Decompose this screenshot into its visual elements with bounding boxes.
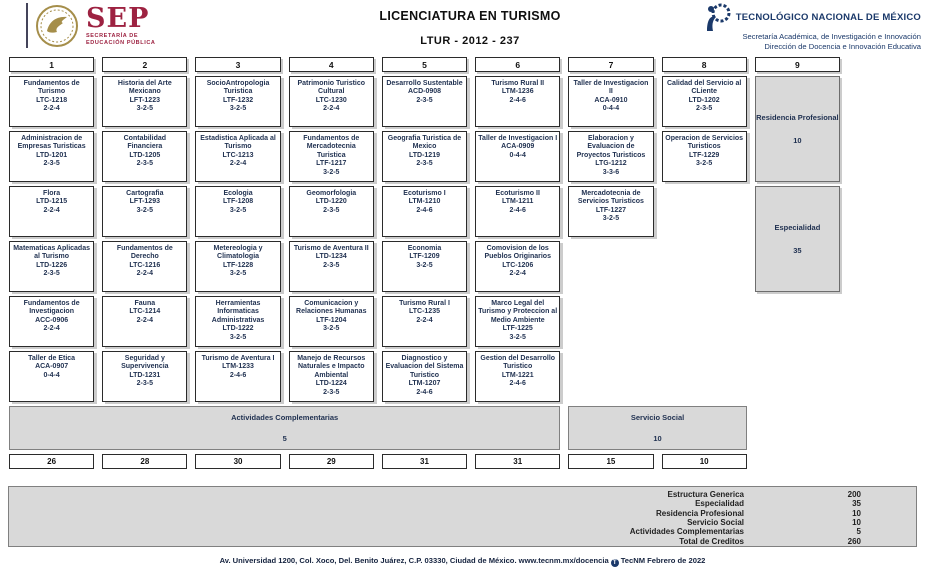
course-hours: 2-2-4 (229, 160, 247, 168)
course-cell (9, 186, 94, 237)
course-name: Ecoturismo I (403, 190, 446, 197)
course-name: Metereologia y Climatologia (213, 245, 263, 261)
special-block-label: Especialidad (774, 223, 821, 232)
semester-credit-total: 29 (289, 454, 374, 469)
course-hours: 3-2-5 (229, 206, 247, 214)
course-code: ACA-0907 (35, 363, 69, 371)
course-cell (9, 241, 94, 292)
sep-eagle-seal-icon (35, 4, 79, 48)
summary-value: 5 (856, 527, 861, 537)
course-hours: 2-3-5 (323, 261, 340, 269)
course-name: Operacion de Servicios Turisticos (665, 135, 744, 151)
summary-label: Actividades Complementarias (629, 527, 744, 537)
tecnm-subtitle-line2: Dirección de Docencia e Innovación Educativa (764, 42, 921, 52)
course-name: Fundamentos de Derecho (116, 245, 173, 261)
course-hours: 2-2-4 (43, 325, 60, 333)
course-name: Herramientas Informaticas Administrativas (211, 300, 265, 324)
course-cell (102, 131, 187, 182)
course-hours: 3-2-5 (416, 261, 433, 269)
course-cell (382, 351, 467, 402)
credit-band (568, 406, 746, 450)
course-code: LTD-1215 (36, 198, 68, 206)
credit-band-label: Servicio Social (630, 413, 685, 422)
course-cell (475, 76, 560, 127)
summary-value: 10 (852, 518, 861, 528)
summary-value: 10 (852, 508, 861, 518)
course-name: Patrimonio Turistico Cultural (297, 80, 366, 96)
course-cell (9, 351, 94, 402)
course-hours: 3-2-5 (323, 325, 340, 333)
course-name: Gestion del Desarrollo Turistico (480, 355, 556, 371)
course-cell (289, 296, 374, 347)
tecnm-footer-logo-icon: T (611, 559, 619, 567)
summary-value: 35 (852, 499, 861, 509)
course-name: Administracion de Empresas Turisticas (17, 135, 86, 151)
course-code: LTF-1225 (502, 325, 533, 333)
course-name: Cartografia (126, 190, 164, 197)
course-cell (382, 76, 467, 127)
course-code: LTD-1219 (408, 151, 440, 159)
summary-label: Residencia Profesional (655, 508, 744, 518)
course-cell (475, 296, 560, 347)
course-cell (568, 76, 653, 127)
summary-label: Estructura Generica (667, 490, 744, 500)
course-cell (102, 296, 187, 347)
semester-number-box: 6 (475, 57, 560, 72)
course-name: Calidad del Servicio al CLiente (667, 80, 742, 96)
semester-credit-total: 30 (195, 454, 280, 469)
course-hours: 3-2-5 (136, 206, 153, 214)
summary-row (9, 518, 916, 527)
course-hours: 3-2-5 (509, 333, 526, 341)
course-code: LTF-1228 (222, 261, 254, 269)
course-hours: 2-2-4 (43, 105, 60, 113)
course-cell (382, 241, 467, 292)
tecnm-header (702, 2, 921, 53)
course-hours: 2-4-6 (416, 388, 433, 396)
semester-credit-total: 26 (9, 454, 94, 469)
course-hours: 0-4-4 (602, 105, 620, 113)
course-hours: 0-4-4 (509, 151, 526, 159)
course-code: LTD-1231 (129, 371, 161, 379)
course-cell (289, 186, 374, 237)
course-name: SocioAntropologia Turistica (206, 80, 270, 96)
course-hours: 3-2-5 (602, 215, 620, 223)
course-code: LTC-1230 (315, 96, 347, 104)
course-hours: 3-2-5 (136, 105, 153, 113)
course-hours: 3-2-5 (695, 160, 713, 168)
course-cell (9, 296, 94, 347)
credit-band-credits: 5 (282, 434, 287, 443)
summary-row (9, 536, 916, 545)
curriculum-grid (9, 57, 840, 469)
tecnm-name: TECNOLÓGICO NACIONAL DE MÉXICO (735, 11, 921, 23)
program-code: LTUR - 2012 - 237 (420, 35, 520, 47)
course-name: Flora (43, 190, 61, 197)
course-cell (102, 351, 187, 402)
course-code: LTM-1221 (501, 371, 534, 379)
course-name: Fauna (134, 300, 156, 307)
course-code: LTD-1220 (315, 198, 347, 206)
course-code: LTF-1209 (409, 253, 440, 261)
course-name: Taller de Investigacion II (573, 80, 649, 96)
course-cell (568, 131, 653, 182)
course-code: LTF-1232 (222, 96, 254, 104)
course-code: LTF-1204 (316, 316, 347, 324)
course-hours: 2-4-6 (509, 96, 526, 104)
course-name: Matematicas Aplicadas al Turismo (13, 245, 90, 261)
special-block-label: Residencia Profesional (756, 113, 839, 122)
sep-logo-divider (26, 3, 28, 48)
semester-number-box: 1 (9, 57, 94, 72)
sep-logo (26, 3, 155, 48)
course-cell (475, 241, 560, 292)
course-name: Fundamentos de Investigacion (23, 300, 80, 316)
semester-credit-total: 28 (102, 454, 187, 469)
course-name: Taller de Investigacion I (478, 135, 558, 142)
tecnm-subtitle-line1: Secretaría Académica, de Investigación e Innovación (742, 32, 921, 41)
semester-credit-total: 10 (662, 454, 747, 469)
course-hours: 2-3-5 (323, 388, 340, 396)
course-code: LTF-1227 (595, 206, 627, 214)
course-hours: 3-2-5 (229, 333, 247, 341)
course-name: Estadistica Aplicada al Turismo (200, 135, 276, 151)
course-cell (382, 296, 467, 347)
course-name: Historia del Arte Mexicano (117, 80, 172, 96)
course-hours: 2-3-5 (416, 96, 433, 104)
course-name: Turismo de Aventura II (293, 245, 369, 252)
course-name: Comovision de los Pueblos Originarios (484, 245, 551, 261)
course-hours: 2-2-4 (416, 316, 433, 324)
special-block-credits: 35 (793, 246, 802, 255)
course-name: Ecologia (223, 190, 253, 197)
course-code: LTM-1210 (408, 198, 441, 206)
course-cell (662, 131, 747, 182)
course-name: Elaboracion y Evaluacion de Proyectos Turisticos (576, 135, 646, 159)
semester-number-box: 5 (382, 57, 467, 72)
course-hours: 3-2-5 (323, 168, 340, 176)
semester-credit-total: 15 (568, 454, 653, 469)
semester-credit-total: 31 (382, 454, 467, 469)
course-hours: 3-2-5 (229, 105, 247, 113)
course-cell (289, 241, 374, 292)
summary-row (9, 499, 916, 508)
course-code: LTD-1201 (36, 151, 68, 159)
program-title: LICENCIATURA EN TURISMO (379, 9, 561, 23)
course-code: LTD-1202 (688, 96, 720, 104)
course-name: Manejo de Recursos Naturales e Impacto Ambiental (297, 355, 366, 379)
course-code: LTM-1207 (408, 380, 441, 388)
summary-row (9, 509, 916, 518)
summary-value: 200 (847, 490, 861, 500)
course-hours: 3-3-6 (602, 168, 620, 176)
semester-number-box: 4 (289, 57, 374, 72)
course-hours: 2-4-6 (509, 206, 526, 214)
course-name: Geomorfologia (306, 190, 357, 197)
semester-number-box: 7 (568, 57, 653, 72)
summary-label: Servicio Social (687, 518, 744, 528)
course-code: ACA-0909 (501, 143, 535, 151)
course-code: LTC-1218 (36, 96, 68, 104)
course-hours: 2-3-5 (136, 160, 153, 168)
semester-number-box: 9 (755, 57, 840, 72)
course-code: LFT-1293 (129, 198, 160, 206)
course-cell (289, 76, 374, 127)
course-hours: 2-3-5 (43, 160, 60, 168)
summary-row (9, 490, 916, 499)
course-code: LTD-1205 (129, 151, 161, 159)
course-cell (9, 131, 94, 182)
course-hours: 2-3-5 (136, 380, 153, 388)
course-cell (475, 186, 560, 237)
course-name: Ecoturismo II (495, 190, 540, 197)
course-cell (195, 296, 280, 347)
credit-band (9, 406, 560, 450)
course-cell (9, 76, 94, 127)
course-hours: 2-4-6 (416, 206, 433, 214)
sep-subtitle-line2: EDUCACIÓN PÚBLICA (86, 40, 156, 46)
course-code: ACD-0908 (407, 88, 442, 96)
semester-credit-total: 31 (475, 454, 560, 469)
course-code: LTG-1212 (595, 160, 627, 168)
course-cell (382, 131, 467, 182)
course-cell (289, 131, 374, 182)
course-hours: 2-2-4 (323, 105, 340, 113)
course-hours: 0-4-4 (43, 371, 60, 379)
course-name: Contabilidad Financiera (123, 135, 167, 151)
course-code: LTC-1206 (502, 261, 534, 269)
course-cell (195, 351, 280, 402)
course-hours: 2-2-4 (43, 206, 60, 214)
sep-subtitle-line1: SECRETARÍA DE (86, 32, 139, 39)
course-name: Seguridad y Supervivencia (121, 355, 169, 371)
course-code: LTC-1213 (222, 151, 254, 159)
course-cell (662, 76, 747, 127)
document-header (0, 0, 925, 54)
course-name: Taller de Etica (28, 355, 76, 362)
course-name: Geografia Turistica de Mexico (387, 135, 462, 151)
course-code: ACA-0910 (594, 96, 628, 104)
course-hours: 2-4-6 (229, 371, 247, 379)
course-name: Turismo de Aventura I (201, 355, 275, 362)
credit-band-credits: 10 (653, 434, 662, 443)
course-cell (195, 241, 280, 292)
tecnm-logo-icon (702, 2, 732, 32)
summary-row (9, 527, 916, 536)
summary-value: 260 (847, 536, 861, 546)
course-code: LTD-1222 (222, 325, 254, 333)
course-hours: 2-4-6 (509, 380, 526, 388)
sep-wordmark (86, 2, 156, 47)
course-code: LTD-1224 (315, 380, 347, 388)
course-code: LTC-1214 (129, 308, 161, 316)
course-code: LTD-1226 (36, 261, 68, 269)
course-hours: 2-2-4 (136, 316, 153, 324)
course-code: LTC-1235 (408, 308, 440, 316)
course-code: LTF-1208 (222, 198, 254, 206)
course-code: LTM-1233 (222, 363, 254, 371)
document-footer (0, 556, 925, 567)
course-cell (102, 76, 187, 127)
course-code: LTC-1216 (129, 261, 161, 269)
course-cell (475, 131, 560, 182)
special-block (755, 186, 840, 292)
semester-number-box: 8 (662, 57, 747, 72)
footer-address: Av. Universidad 1200, Col. Xoco, Del. Benito Juárez, C.P. 03330, Ciudad de México. www.tecnm.mx/docencia (219, 556, 609, 565)
program-title-block (300, 9, 640, 47)
semester-number-box: 2 (102, 57, 187, 72)
course-code: LFT-1223 (129, 96, 160, 104)
course-hours: 2-2-4 (136, 270, 153, 278)
course-name: Comunicacion y Relaciones Humanas (296, 300, 367, 316)
course-name: Diagnostico y Evaluacion del Sistema Turistico (385, 355, 464, 379)
credits-summary (8, 486, 917, 547)
sep-acronym: SEP (86, 2, 150, 34)
course-hours: 3-2-5 (229, 270, 247, 278)
course-name: Economia (407, 245, 442, 252)
special-block-credits: 10 (793, 136, 802, 145)
course-cell (195, 76, 280, 127)
course-cell (475, 351, 560, 402)
course-cell (102, 186, 187, 237)
course-name: Mercadotecnia de Servicios Turisticos (577, 190, 644, 206)
semester-number-box: 3 (195, 57, 280, 72)
footer-credit: TecNM Febrero de 2022 (620, 556, 706, 565)
summary-label: Total de Creditos (679, 536, 744, 546)
course-cell (195, 186, 280, 237)
course-hours: 2-2-4 (509, 270, 526, 278)
course-cell (568, 186, 653, 237)
course-hours: 2-3-5 (695, 105, 713, 113)
course-hours: 2-3-5 (43, 270, 60, 278)
course-code: LTM-1236 (501, 88, 534, 96)
course-code: LTD-1234 (315, 253, 347, 261)
course-code: ACC-0906 (35, 316, 69, 324)
course-name: Marco Legal del Turismo y Proteccion al Medio Ambiente (478, 300, 558, 324)
course-code: LTM-1211 (502, 198, 534, 206)
course-name: Fundamentos de Mercadotecnia Turistica (303, 135, 360, 159)
course-hours: 2-3-5 (416, 160, 433, 168)
course-cell (382, 186, 467, 237)
course-name: Desarrollo Sustentable (386, 80, 463, 87)
course-code: LTF-1229 (689, 151, 720, 159)
course-name: Turismo Rural II (491, 80, 545, 87)
course-code: LTF-1217 (316, 160, 347, 168)
special-block (755, 76, 840, 182)
course-cell (102, 241, 187, 292)
course-name: Fundamentos de Turismo (23, 80, 80, 96)
course-cell (195, 131, 280, 182)
course-name: Turismo Rural I (399, 300, 450, 307)
course-cell (289, 351, 374, 402)
credit-band-label: Actividades Complementarias (231, 413, 339, 422)
summary-label: Especialidad (695, 499, 744, 509)
course-hours: 2-3-5 (323, 206, 340, 214)
